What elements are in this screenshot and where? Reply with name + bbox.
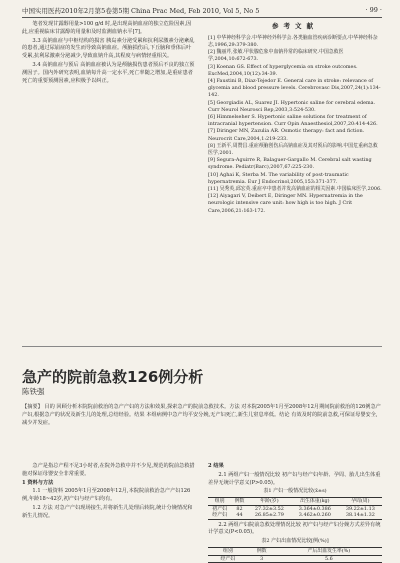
article-author: 陈铁强 bbox=[22, 387, 45, 396]
page-number: · 99 · bbox=[365, 6, 382, 14]
table-cell: 39.22±1.13 bbox=[345, 505, 375, 512]
running-header bbox=[22, 4, 382, 16]
header-journal: 中国实用医药2010年2月第5卷第5期 China Prac Med, Feb 2010, Vol 5, No 5 bbox=[22, 6, 260, 15]
table-cell: 27.32±3.52 bbox=[254, 505, 284, 512]
table-cell: 26.85±2.79 bbox=[254, 512, 284, 519]
data-table-1 bbox=[208, 497, 382, 520]
article-title: 急产的院前急救126例分析 bbox=[22, 368, 204, 386]
table-header: 例数 bbox=[234, 498, 245, 505]
reference-item: [8] 王新平,周赞昌.重症颅脑创伤后高钠血症及其对预后的影响.中国危重病急救医学,2001. bbox=[208, 142, 378, 157]
reference-item: [7] Diringer MN, Zazulia AR. Osmotic therapy: fact and fiction. Neurocrit Care,2004,1:219-233. bbox=[208, 128, 365, 142]
body-paragraph: 2.1 两组产妇一般情况比较 初产妇与经产妇年龄、孕周、胎儿出生体重差异无统计学意义(P>0.05)。 bbox=[208, 471, 381, 486]
body-paragraph: 笔者发现甘露醇用量>100 g/d 时,是出现高钠血症的独立危险因素,因此,应重视临床甘露醇的用量和及时监测血钠水平[7]。 bbox=[22, 21, 192, 35]
table-row bbox=[208, 505, 382, 512]
reference-item: [5] Georgiadis AL, Suarez JI. Hypertonic saline for cerebral edema. Curr Neurol Neurosci Rep,2003,3:524-530. bbox=[208, 99, 376, 113]
data-table-2 bbox=[208, 547, 382, 563]
reference-item: [10] Aghai K, Sterba M. The variability of post-traumatic hypernatremia. Eur J Endocrinol,2005,153:371-377. bbox=[208, 171, 349, 185]
body-paragraph: 3.4 高钠血症与预后 高钠血症被认为是颅脑损伤患者预后不良的独立预测因子。国内外研究表明,血钠每升高一定水平,死亡率随之增加,是重症患者死亡的重要预测因素,应积极予以纠正。 bbox=[22, 61, 195, 84]
table-caption: 表1 产妇一般情况比较(x̄±s) bbox=[263, 488, 327, 495]
table-header: 产后出血发生率(%) bbox=[307, 548, 351, 555]
reference-item: [6] Himmelseher S. Hypertonic saline solutions for treatment of intracranial hypertension. Curr Opin Anaesthesiol,2007,20:414-426. bbox=[208, 114, 378, 128]
table-cell: 44 bbox=[236, 512, 243, 519]
reference-item: [2] 魏丽芹,张敏.甲状腺危象中血钠异常的临床研究.中国急救医学,2004,10:672-673. bbox=[208, 49, 344, 63]
lower-right-column bbox=[208, 463, 382, 562]
left-column bbox=[22, 21, 196, 341]
table-cell: 初产妇 bbox=[212, 505, 227, 512]
references-title: 参考文献 bbox=[272, 22, 318, 30]
reference-item: [1] 中华神经科学会.中华神经外科学会.各类脑血管疾病诊断要点.中华神经科杂志,1996,29:379-380. bbox=[208, 34, 378, 48]
reference-item: [3] Koenan GS. Effect of hyperglycemia on stroke outcomes. ExcMed,2004,10(12):34-39. bbox=[208, 63, 358, 77]
table-cell: 经产妇 bbox=[220, 555, 236, 562]
section-divider bbox=[22, 346, 382, 347]
table-cell: 3.462±0.260 bbox=[298, 512, 331, 519]
table-cell: 82 bbox=[236, 505, 243, 512]
table-header: 例数 bbox=[256, 548, 267, 555]
section-heading: 1 资料与方法 bbox=[22, 479, 54, 486]
lower-left-column bbox=[22, 463, 196, 558]
table-cell: 3 bbox=[260, 555, 264, 562]
table-header: 组别 bbox=[214, 498, 225, 505]
body-paragraph: 急产是指总产程不足3小时者,在院外急救中并不少见,规范的院前急救措施对保证母婴安全非常重要。 bbox=[22, 463, 195, 477]
references-column bbox=[208, 21, 382, 341]
table-row bbox=[208, 512, 382, 519]
table-cell: 38.14±1.32 bbox=[345, 512, 375, 519]
reference-item: [11] 吴秀英,邱宏英.重症卒中患者并发高钠血症的相关因素.中国临床医学,2006. bbox=[208, 186, 382, 193]
table-cell: 5.6 bbox=[324, 555, 333, 562]
abstract-text: 【摘要】 目的 回顾分析本院院前救治的急产产妇的方法和效果,探索急产的院前急救技术。方法 对本院2005年1月至2008年12月期间院前救治的126例急产产妇,根据急产的状况及新生儿的处理,总结经验。结果 本组病例中急产均平安分娩,无产妇死亡,新生儿窒息率低。结论 有效及时的院前急救,可保证母婴安全,减少并发症。 bbox=[22, 404, 381, 426]
body-paragraph: 1.2 方法 对急产产妇现场接生,并将新生儿处理后转院,统计分娩情况和新生儿情况。 bbox=[22, 504, 193, 519]
section-heading: 2 结果 bbox=[208, 463, 224, 469]
body-paragraph: 3.3 高钠血症与中枢结构的损害 胰岛素分泌受累和抗利尿激素分泌紊乱的患者,通过尿崩症的发生而导致高钠血症。颅脑损伤后,下丘脑和垂体后叶受累,抗利尿激素分泌减少,导致血钠升高,其程度与病情轻重相关。 bbox=[22, 37, 195, 60]
table-cell: 3.364±0.386 bbox=[298, 505, 331, 512]
table-header: 孕周(周) bbox=[351, 498, 370, 505]
reference-item: [4] Faustini B, Diaz-Tejedor E. General care in stroke: relevance of glycemia and blood pressure levels. Cerebrovasc Dis,2007,24(1):134-142. bbox=[208, 78, 381, 99]
body-paragraph: 1.1 一般资料 2005年1月至2008年12月,本院院前救治急产产妇126例,年龄18~42岁,初产妇与经产妇均有。 bbox=[22, 488, 191, 503]
table-header: 出生体重(kg) bbox=[300, 498, 330, 505]
table-cell: 经产妇 bbox=[212, 512, 227, 519]
body-paragraph: 2.2 两组产妇院前急救处理情况比较 初产妇与经产妇分娩方式差异有统计学意义(P<0.05)。 bbox=[208, 521, 381, 536]
header-rule bbox=[22, 17, 382, 18]
table-header: 年龄(岁) bbox=[260, 498, 279, 505]
reference-item: [9] Segura-Aguirre R, Balaguer-Gargallo M. Cerebral salt wasting syndrome. Pediatr(Barc),2007,67:225-230. bbox=[208, 157, 372, 171]
reference-item: [12] Aiyagari V, Deibert E, Diringer MN. Hypernatremia in the neurologic intensive care unit: how high is too high. J Crit Care,2006,21:163-172. bbox=[208, 193, 363, 214]
table-caption: 表2 产妇出血情况比较[例(%)] bbox=[261, 538, 329, 545]
table-row bbox=[208, 555, 382, 563]
table-header: 组别 bbox=[222, 548, 233, 555]
abstract bbox=[22, 404, 382, 427]
